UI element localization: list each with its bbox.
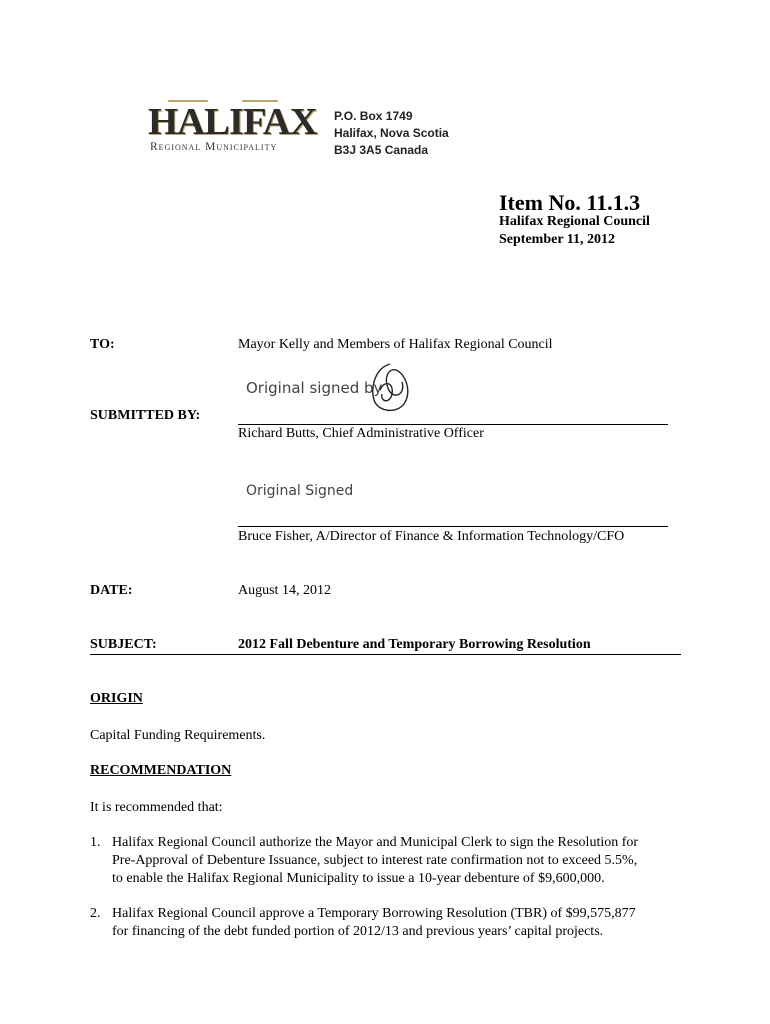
date-label: DATE: bbox=[90, 583, 133, 598]
logo-wordmark: HALIFAX bbox=[148, 101, 317, 143]
subject-value: 2012 Fall Debenture and Temporary Borrowing Resolution bbox=[238, 637, 591, 652]
signature-text: Original signed by bbox=[246, 379, 383, 397]
logo-subtitle: Regional Municipality bbox=[150, 141, 278, 153]
list-number: 2. bbox=[90, 906, 101, 921]
address-block bbox=[334, 108, 449, 159]
subject-label: SUBJECT: bbox=[90, 637, 157, 652]
list-item bbox=[90, 905, 690, 941]
address-line: Halifax, Nova Scotia bbox=[334, 126, 449, 140]
signature-text: Original Signed bbox=[246, 483, 354, 499]
recommendation-heading: RECOMMENDATION bbox=[90, 763, 232, 778]
signature-line bbox=[238, 526, 668, 527]
signature-line bbox=[238, 424, 668, 425]
submitted-by-label: SUBMITTED BY: bbox=[90, 408, 201, 423]
list-line: Halifax Regional Council approve a Temporary Borrowing Resolution (TBR) of $99,575,877 bbox=[112, 906, 636, 921]
address-line: B3J 3A5 Canada bbox=[334, 143, 429, 157]
address-line: P.O. Box 1749 bbox=[334, 109, 413, 123]
subject-underline bbox=[90, 654, 681, 655]
list-line: Halifax Regional Council authorize the Mayor and Municipal Clerk to sign the Resolution for bbox=[112, 835, 639, 850]
list-line: for financing of the debt funded portion of 2012/13 and previous years’ capital projects. bbox=[112, 924, 604, 939]
list-line: Pre-Approval of Debenture Issuance, subject to interest rate confirmation not to exceed 5.5%, bbox=[112, 853, 638, 868]
council-name: Halifax Regional Council bbox=[499, 214, 650, 229]
recommendation-intro: It is recommended that: bbox=[90, 800, 223, 815]
date-value: August 14, 2012 bbox=[238, 583, 331, 598]
list-item bbox=[90, 834, 690, 888]
handwritten-signature bbox=[366, 360, 414, 418]
halifax-logo bbox=[146, 98, 317, 160]
recommendation-list bbox=[90, 834, 690, 958]
to-label: TO: bbox=[90, 337, 115, 352]
signer-1: Richard Butts, Chief Administrative Officer bbox=[238, 426, 484, 441]
origin-heading: ORIGIN bbox=[90, 691, 143, 706]
to-value: Mayor Kelly and Members of Halifax Regional Council bbox=[238, 337, 553, 352]
signer-2: Bruce Fisher, A/Director of Finance & Information Technology/CFO bbox=[238, 529, 625, 544]
origin-text: Capital Funding Requirements. bbox=[90, 728, 266, 743]
item-number: Item No. 11.1.3 bbox=[499, 190, 641, 215]
list-line: to enable the Halifax Regional Municipality to issue a 10-year debenture of $9,600,000. bbox=[112, 871, 605, 886]
meeting-date: September 11, 2012 bbox=[499, 232, 616, 247]
list-number: 1. bbox=[90, 835, 101, 850]
